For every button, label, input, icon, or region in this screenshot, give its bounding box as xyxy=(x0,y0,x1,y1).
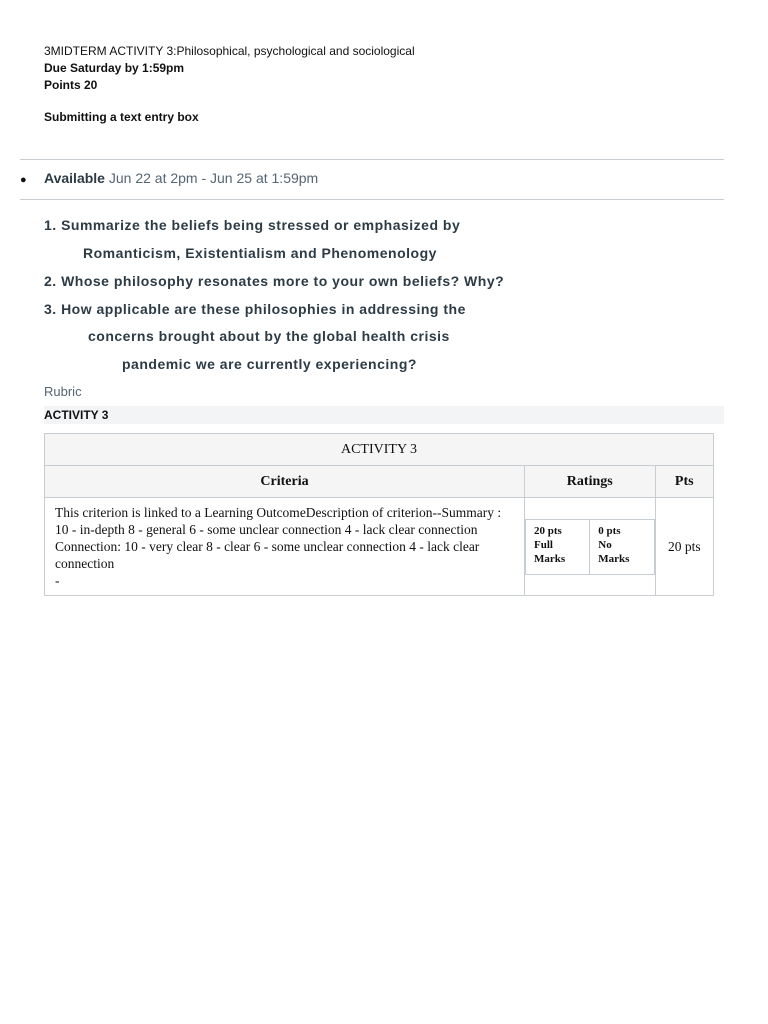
rating-pts: 0 pts xyxy=(598,524,621,537)
submission-type: Submitting a text entry box xyxy=(44,110,199,124)
due-date: Due Saturday by 1:59pm xyxy=(44,61,185,75)
question-3-continued-2: pandemic we are currently experiencing? xyxy=(122,356,417,372)
criteria-header: Criteria xyxy=(45,466,525,498)
points-value: Points 20 xyxy=(44,78,98,92)
rubric-name-bar xyxy=(44,406,724,424)
rating-desc: Marks xyxy=(598,552,630,565)
rating-desc: No xyxy=(598,538,612,551)
rubric-table xyxy=(44,433,714,596)
ratings-table xyxy=(525,519,655,575)
criterion-points: 20 pts xyxy=(655,498,713,596)
rating-full-marks[interactable] xyxy=(525,519,589,574)
bottom-divider xyxy=(20,199,724,200)
assignment-title: 3MIDTERM ACTIVITY 3:Philosophical, psychological and sociological xyxy=(44,44,415,58)
ratings-cell xyxy=(524,498,655,596)
question-3-continued-1: concerns brought about by the global health crisis xyxy=(88,328,450,344)
rating-pts: 20 pts xyxy=(533,524,562,537)
question-1-continued: Romanticism, Existentialism and Phenomenology xyxy=(83,245,437,261)
pts-header: Pts xyxy=(655,466,713,498)
availability-value: Jun 22 at 2pm - Jun 25 at 1:59pm xyxy=(108,170,319,186)
availability-row xyxy=(20,170,318,186)
question-2: 2. Whose philosophy resonates more to your own beliefs? Why? xyxy=(44,273,505,289)
criterion-description: This criterion is linked to a Learning OutcomeDescription of criterion--Summary : 10 - in-depth 8 - general 6 - some unclear connection 4 - lack clear connection Connection: 10 - very clear 8 - clear 6 - some unclear connection 4 - lack clear connection xyxy=(55,505,502,571)
top-divider xyxy=(20,159,724,160)
rating-desc: Full xyxy=(533,538,553,551)
question-1: 1. Summarize the beliefs being stressed or emphasized by xyxy=(44,217,461,233)
ratings-header: Ratings xyxy=(524,466,655,498)
rating-no-marks[interactable] xyxy=(590,519,654,574)
bullet-icon: ● xyxy=(20,174,27,186)
availability-label: Available xyxy=(44,170,105,186)
rating-desc: Marks xyxy=(533,552,566,565)
rubric-label: Rubric xyxy=(44,384,82,399)
rubric-caption: ACTIVITY 3 xyxy=(45,434,714,466)
criterion-dash: - xyxy=(55,573,60,588)
question-3: 3. How applicable are these philosophies in addressing the xyxy=(44,301,466,317)
rubric-name: ACTIVITY 3 xyxy=(44,408,109,422)
criterion-cell xyxy=(45,498,525,596)
